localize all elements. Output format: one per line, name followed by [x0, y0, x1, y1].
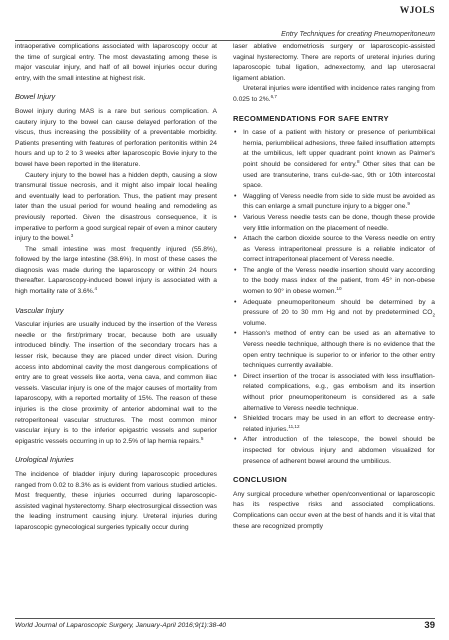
journal-footer: World Journal of Laparoscopic Surgery, January-April 2016;9(1):38-40: [15, 622, 227, 629]
paragraph: Cautery injury to the bowel has a hidden depth, causing a slow transmural tissue necrosis, and it might also impair local healing and eventually lead to perforation. Thus, the patient may present later than the usual period for wound healing and remodeling as previously reported. Given the disastrous consequence, it is imperative to perform a good surgical repair of even a minor cautery injury to the bowel.$^3$: [15, 171, 217, 243]
subheading-urological-injuries: Urological Injuries: [15, 455, 74, 465]
list-item: • Shielded trocars may be used in an effort to decrease entry-related injuries.$^{11,12}$: [234, 415, 435, 433]
bullet-icon: •: [234, 415, 237, 423]
section-heading-recommendations: RECOMMENDATIONS FOR SAFE ENTRY: [233, 113, 389, 123]
paragraph: laser ablative endometriosis surgery or laparoscopic-assisted vaginal hysterectomy. There are reports of ureteral injuries during laparoscopic tubal ligation, adnexectomy, and lap uterosacral ligament ablation.: [233, 43, 435, 82]
subscript: 2: [432, 312, 435, 318]
list-item: • Waggling of Veress needle from side to side must be avoided as this can enlarge a small puncture injury to a bigger one.$^9$: [234, 192, 435, 211]
journal-brand: WJOLS: [399, 6, 435, 16]
bullet-icon: •: [234, 192, 237, 200]
section-heading-conclusion: CONCLUSION: [233, 475, 288, 485]
left-column: [15, 42, 217, 534]
list-item: • Various Veress needle tests can be done, though these provide very little information on the placement of needle.: [234, 213, 435, 232]
bullet-icon: •: [234, 213, 237, 221]
citation: 8: [356, 158, 360, 164]
paragraph: Bowel injury during MAS is a rare but serious complication. A cautery injury to the bowel can cause delayed perforation of the viscus, thus increasing the possibility of a preventable morbidity. Patients presenting with features of perforation peritonitis within 24 hours and up to 2 to 3 weeks after laparoscopic Bovie injury to the bowel have been reported in the literature.: [15, 107, 217, 168]
subheading-bowel-injury: Bowel Injury: [15, 92, 56, 102]
bullet-icon: •: [234, 436, 237, 444]
bullet-icon: •: [234, 330, 237, 338]
citation: 6,7: [270, 93, 277, 99]
list-item: • Attach the carbon dioxide source to the Veress needle on entry as Veress intraperitoneal pressure is a reliable indicator of correct intraperitoneal placement of Veress needle.: [234, 235, 435, 264]
paragraph: Any surgical procedure whether open/conventional or laparoscopic has its respective risks and associated complications. Complications can occur even at the best of hands and it is vital that these are recognized promptly: [233, 490, 435, 530]
bullet-icon: •: [234, 298, 237, 306]
bullet-icon: •: [234, 235, 237, 243]
footer-rule: [15, 618, 435, 619]
citation: 3: [70, 232, 74, 238]
list-item: • Hasson's method of entry can be used as an alternative to Veress needle technique, although there is no evidence that the open entry technique is superior to or inferior to the other entry techniques currently available.: [234, 330, 435, 370]
bullet-icon: •: [234, 372, 237, 380]
bullet-icon: •: [234, 266, 237, 274]
right-column: [233, 42, 435, 532]
paragraph: intraoperative complications associated with laparoscopy occur at the time of surgical entry. The most devastating among these is major vascular injury, and half of all bowel injuries occur during entry, with the small intestine at highest risk.: [15, 43, 217, 82]
bullet-icon: •: [234, 129, 237, 137]
citation: 9: [407, 201, 410, 207]
citation: 4: [94, 285, 98, 291]
paragraph: Vascular injuries are usually induced by the insertion of the Veress needle or the first/primary trocar, because both are usually introduced blindly. The insertion of the secondary trocars has a lesser risk, because they are placed under direct vision. During access into abdominal cavity the most dangerous complications of entry are to great vessels like aorta, vena cava, and common iliac vessels. Vascular injury is one of the major causes of mortality from laparoscopy, with a reported mortality of 15%. The reason of these injuries is the close proximity of anterior abdominal wall to the retroperitoneal vascular structures. The most common minor vascular injury is to the inferior epigastric vessels and superior epigastric vessels occurring in up to 2.5% of lap hernia repairs.$^5$: [15, 321, 217, 445]
recommendations-list: [233, 128, 435, 467]
subheading-vascular-injury: Vascular Injury: [15, 305, 64, 315]
list-item: • Direct insertion of the trocar is associated with less insufflation-related complications, e.g., gas embolism and its insertion without prior pneumoperitoneum is considered as a safe alternative to Veress needle technique.: [234, 372, 435, 412]
page-number: 39: [424, 620, 435, 631]
list-item: • Adequate pneumoperitoneum should be determined by a pressure of 20 to 30 mm Hg and not by predetermined $CO_2$ volume.: [234, 298, 435, 327]
list-item: • In case of a patient with history or presence of periumbilical hernia, periumbilical adhesions, three failed insufflation attempts at the umbilicus, left upper quadrant point known as Palmer's point should be considered for entry.$^8$ Other sites that can be used are transuterine, trans cul-de-sac, 9th or 10th intercostal space.: [234, 129, 435, 190]
paragraph: The incidence of bladder injury during laparoscopic procedures ranged from 0.02 to 8.3% as is evident from various studied articles. Most frequently, these injuries occurred during laparoscopic-assisted vaginal hysterectomy. Sharp electrosurgical dissection was the leading instrument causing injury. Ureteral injuries during laparoscopic gynecological surgeries typically occur during: [15, 470, 217, 531]
citation: 5: [200, 435, 204, 441]
paragraph: The small intestine was most frequently injured (55.8%), followed by the large intestine (38.6%). In most of these cases the diagnosis was made during the laparoscopy or within 24 hours thereafter. Laparoscopy-induced bowel injury is associated with a high mortality rate of 3.6%.$^4$: [15, 245, 217, 296]
list-item: • After introduction of the telescope, the bowel should be inspected for obvious injury and abdomen visualized for presence of adherent bowel around the umbilicus.: [234, 436, 435, 465]
header-rule: [15, 40, 435, 41]
running-head: Entry Techniques for creating Pneumoperitoneum: [281, 31, 435, 38]
paragraph: Ureteral injuries were identified with incidence rates ranging from 0.025 to 2%.$^{6,7}$: [233, 85, 435, 103]
citation: 10: [336, 285, 342, 291]
list-item: • The angle of the Veress needle insertion should vary according to the body mass index of the patient, from 45° in non-obese women to 90° in obese women.$^{10}$: [234, 266, 435, 296]
citation: 11,12: [288, 423, 300, 429]
